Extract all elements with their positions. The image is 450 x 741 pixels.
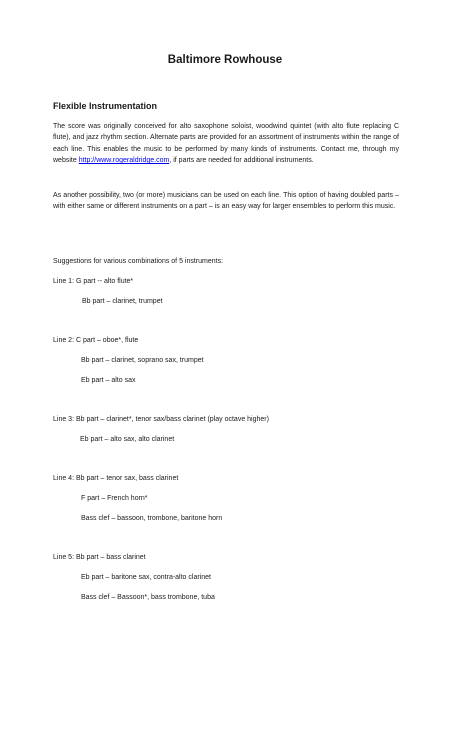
line-5-label: Line 5: Bb part – bass clarinet	[53, 554, 146, 561]
intro-text: The score was originally conceived for alto saxophone soloist, woodwind quintet (with alto flute replacing C flute), and jazz rhythm section. Alternate parts are provided for an assortment of instruments within the range of each line. This enables the music to be performed by many kinds of instruments. Contact me, through my website	[53, 123, 399, 165]
line-4-alt: Bass clef – bassoon, trombone, baritone horn	[81, 515, 223, 522]
suggestions-intro: Suggestions for various combinations of 5 instruments:	[53, 258, 224, 265]
line-1-alt: Bb part – clarinet, trumpet	[82, 298, 163, 305]
line-1-label: Line 1: G part -- alto flute*	[53, 278, 134, 285]
line-2-alt: Eb part – alto sax	[81, 377, 136, 384]
line-5-alt: Bass clef – Bassoon*, bass trombone, tuba	[81, 594, 215, 601]
website-link[interactable]: http://www.rogeraldridge.com	[78, 157, 170, 165]
line-2-label: Line 2: C part – oboe*, flute	[53, 337, 139, 344]
line-4-alt: F part – French horn*	[81, 495, 148, 502]
line-3-label: Line 3: Bb part – clarinet*, tenor sax/bass clarinet (play octave higher)	[53, 416, 269, 423]
line-2-alt: Bb part – clarinet, soprano sax, trumpet	[81, 357, 204, 364]
document-title: Baltimore Rowhouse	[167, 54, 283, 66]
doubling-paragraph: As another possibility, two (or more) musicians can be used on each line. This option of having doubled parts – with either same or different instruments on a part – is an easy way for larger ensembles to perform this music.	[53, 192, 399, 211]
intro-paragraph	[53, 121, 399, 167]
line-3-alt: Eb part – alto sax, alto clarinet	[80, 436, 175, 443]
intro-text-end: , if parts are needed for additional instruments.	[169, 157, 314, 165]
line-5-alt: Eb part – baritone sax, contra-alto clarinet	[81, 574, 211, 581]
section-heading: Flexible Instrumentation	[53, 101, 158, 111]
line-4-label: Line 4: Bb part – tenor sax, bass clarinet	[53, 475, 179, 482]
